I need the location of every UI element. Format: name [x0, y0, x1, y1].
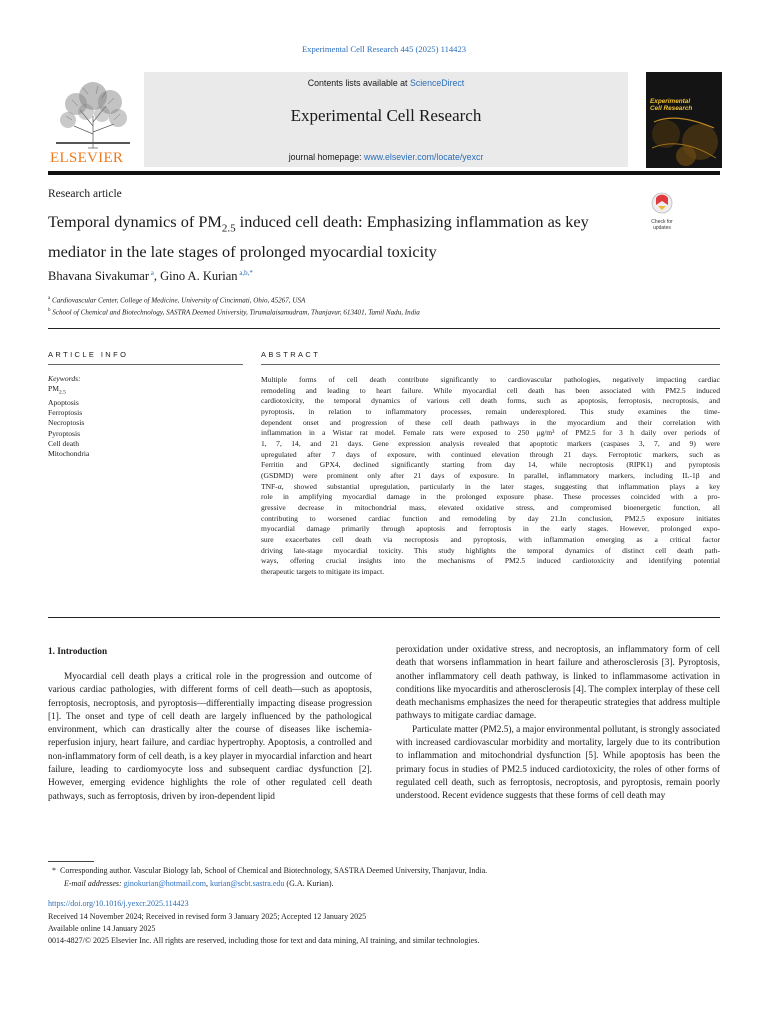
abstract-line: cardiotoxicity, the temporal dynamics of various cell death forms, such as apoptosis, ferroptosis, necroptosis, and: [261, 396, 720, 406]
article-info-rule: [48, 364, 243, 365]
corresponding-author-note: * Corresponding author. Vascular Biology lab, School of Chemical and Biotechnology, SASTRA Deemed University, Thanjavur, India.: [52, 866, 488, 875]
contents-prefix: Contents lists available at: [307, 78, 410, 88]
sciencedirect-link[interactable]: ScienceDirect: [409, 78, 465, 88]
abstract-line: (GSDMD) were prominent only after 21 days of exposure. In parallel, inflammatory markers, including IL-1β and: [261, 470, 720, 480]
check-updates-line2: updates: [653, 225, 671, 231]
section-rule: [48, 328, 720, 329]
email-link[interactable]: kurian@scbt.sastra.edu: [209, 879, 285, 888]
abstract-line: dependent onset and progression of these cell death pathways in the myocardium and their correlation with: [261, 417, 720, 427]
abstract-line: contributing to worsened cardiac function and remodeling by day 21.In conclusion, PM2.5 exposure initiates: [261, 513, 720, 523]
title-subscript: 2.5: [221, 222, 236, 235]
abstract-line: role in amplifying myocardial damage in the prolonged exposure phase. These processes coincided with a pro-: [261, 492, 720, 502]
abstract-line: therapeutic targets to mitigate its impact.: [261, 566, 385, 576]
abstract-line: sure exacerbates cell death via necroptosis and pyroptosis, with inflammation emerging as a critical factor: [261, 534, 720, 544]
keywords-block: [48, 374, 89, 459]
title-part2: induced cell death: Emphasizing inflammation as key mediator in the late stages of prolonged myocardial toxicity: [48, 212, 589, 262]
homepage-link[interactable]: www.elsevier.com/locate/yexcr: [364, 152, 484, 162]
abstract-rule: [261, 364, 720, 365]
author-affiliation-marker[interactable]: a,b,*: [239, 269, 253, 277]
affiliation-b: $^b$ School of Chemical and Biotechnology, SASTRA Deemed University, Tirumalaisamudram, Thanjavur, 613401, Tamil Nadu, India: [48, 308, 420, 317]
elsevier-wordmark: ELSEVIER: [50, 150, 124, 166]
author-separator: ,: [153, 269, 161, 284]
cover-title-line1: Experimental: [650, 98, 691, 105]
abstract-line: gressive decrease in mitochondrial mass, elevated oxidative stress, and compromised bioenergetic function, all: [261, 502, 720, 512]
journal-citation[interactable]: Experimental Cell Research 445 (2025) 114423: [301, 44, 467, 54]
check-updates-icon: [646, 192, 678, 214]
abstract-line: pyroptosis, in relation to inflammatory processes, remain underexplored. This study examines the time-: [261, 406, 720, 416]
intro-left-column: [48, 671, 372, 804]
check-for-updates-badge[interactable]: [646, 192, 678, 231]
masthead-rule: [48, 171, 720, 175]
abstract-line: myocardial damage primarily through apoptosis and ferroptosis in the early stages. However, prolonged expo-: [261, 524, 720, 534]
keyword-item: $PM_{2.5}$: [48, 384, 66, 396]
journal-cover-thumbnail: [646, 72, 722, 168]
copyright-line: 0014-4827/© 2025 Elsevier Inc. All rights are reserved, including those for text and data mining, AI training, and similar technologies.: [48, 936, 480, 945]
check-updates-line1: Check for: [651, 219, 673, 225]
keywords-label: Keywords:: [48, 374, 81, 383]
abstract-line: upregulated after 7 days of exposure, with continued elevation through 21 days. Ferroptotic markers, such as: [261, 449, 720, 459]
email-note: E-mail addresses: ginokurian@hotmail.com, kurian@scbt.sastra.edu (G.A. Kurian).: [64, 879, 334, 888]
elsevier-tree-logo: [48, 76, 138, 150]
abstract-line: inflammation in a Wistar rat model. Female rats were exposed to 250 μg/m³ of PM2.5 for 3 h daily over periods of: [261, 428, 720, 438]
abstract-end-rule: [48, 617, 720, 618]
keyword-item: Pyroptosis: [48, 428, 81, 438]
journal-title: Experimental Cell Research: [290, 106, 482, 125]
author-name[interactable]: Gino A. Kurian: [160, 269, 238, 284]
title-part1: Temporal dynamics of PM: [48, 212, 222, 231]
intro-right-column: [396, 644, 720, 804]
email-link[interactable]: ginokurian@hotmail.com: [123, 879, 206, 888]
journal-homepage: [144, 152, 628, 162]
author-affiliation-marker[interactable]: a: [150, 269, 154, 277]
article-type: Research article: [48, 188, 122, 200]
masthead: [48, 72, 628, 168]
abstract-line: 1, 7, 14, and 21 days. Gene expression analysis revealed that apoptotic markers (caspases 3, 7, and 9) were: [261, 438, 720, 448]
intro-paragraph: Particulate matter (PM2.5), a major environmental pollutant, is strongly associated with increased cardiovascular morbidity and mortality, largely due to its contribution to inflammation and mitochondrial dysfunction [5]. While apoptosis has been the primary focus in studies of PM2.5 induced cardiotoxicity, the roles of other forms of regulated cell death, such as ferroptosis, necroptosis, and pyroptosis, remain poorly understood. Recent evidence suggests that these forms of cell death may: [396, 724, 720, 802]
intro-paragraph: Myocardial cell death plays a critical role in the progression and outcome of various cardiac pathologies, with different forms of cell death—such as apoptosis, ferroptosis, necroptosis, and pyroptosis—differentially impacting disease progression [1]. The onset and type of cell death are largely influenced by the pathological environment, which can drastically alter the course of diseases like ischemia-reperfusion injury, heart failure, and cardiac hypertrophy. Apoptosis, a controlled and non-inflammatory form of cell death, is a key player in myocardial infarction and heart failure, leading to cardiomyocyte loss and subsequent cardiac dysfunction [2]. However, emerging evidence highlights the role of other regulated cell death pathways, such as ferroptosis, driven by iron-dependent lipid: [48, 672, 372, 802]
footnote-rule: [48, 861, 94, 862]
author-list: [48, 269, 253, 284]
keyword-item: Mitochondria: [48, 448, 90, 458]
abstract-body: [261, 375, 720, 577]
intro-paragraph: peroxidation under oxidative stress, and necroptosis, an inflammatory form of cell death that worsens inflammation in heart failure and atherosclerosis [3]. Pyroptosis, another inflammatory cell death pathway, is linked to inflammasome activation in conditions like myocarditis and atherosclerosis [4]. The complex interplay of these cell death mechanisms emphasizes the need for therapeutic strategies that address multiple pathways to mitigate cardiac damage.: [396, 645, 720, 722]
article-info-heading: ARTICLE INFO: [48, 350, 129, 359]
abstract-heading: ABSTRACT: [261, 350, 321, 359]
abstract-line: driving late-stage myocardial toxicity. This study highlights the temporal dynamics of distinct cell death path-: [261, 545, 720, 555]
available-online: Available online 14 January 2025: [48, 924, 156, 933]
homepage-prefix: journal homepage:: [288, 152, 365, 162]
contents-line: [144, 78, 628, 88]
keyword-item: Necroptosis: [48, 418, 85, 428]
abstract-line: Ferritin and GPX4, declined significantly starting from day 14, while necroptosis (RIPK1) and pyroptosis: [261, 460, 720, 470]
author-name[interactable]: Bhavana Sivakumar: [48, 269, 150, 284]
article-title: [48, 210, 638, 263]
received-dates: Received 14 November 2024; Received in revised form 3 January 2025; Accepted 12 January 2025: [48, 912, 367, 921]
cover-art: [646, 72, 722, 168]
abstract-line: TNF-α, showed substantial upregulation, particularly in the later stages, suggesting that inflammation plays a key: [261, 481, 720, 491]
abstract-line: remodeling and leading to heart failure. While myocardial cell death has been associated with PM2.5 induced: [261, 385, 720, 395]
keyword-item: Cell death: [48, 438, 79, 448]
cover-title-line2: Cell Research: [650, 105, 693, 112]
abstract-line: Multiple forms of cell death contribute significantly to cardiovascular pathologies, negatively impacting cardiac: [261, 375, 720, 384]
keyword-item: Apoptosis: [48, 397, 79, 407]
keyword-item: Ferroptosis: [48, 408, 83, 418]
affiliation-a: $^a$ Cardiovascular Center, College of Medicine, University of Cincinnati, Ohio, 45267, USA: [48, 296, 306, 305]
introduction-heading: 1. Introduction: [48, 646, 108, 656]
abstract-line: ways, offering crucial insights into the mechanisms of PM2.5 induced cardiotoxicity and identifying potential: [261, 556, 720, 566]
doi-link[interactable]: https://doi.org/10.1016/j.yexcr.2025.114423: [48, 899, 189, 908]
